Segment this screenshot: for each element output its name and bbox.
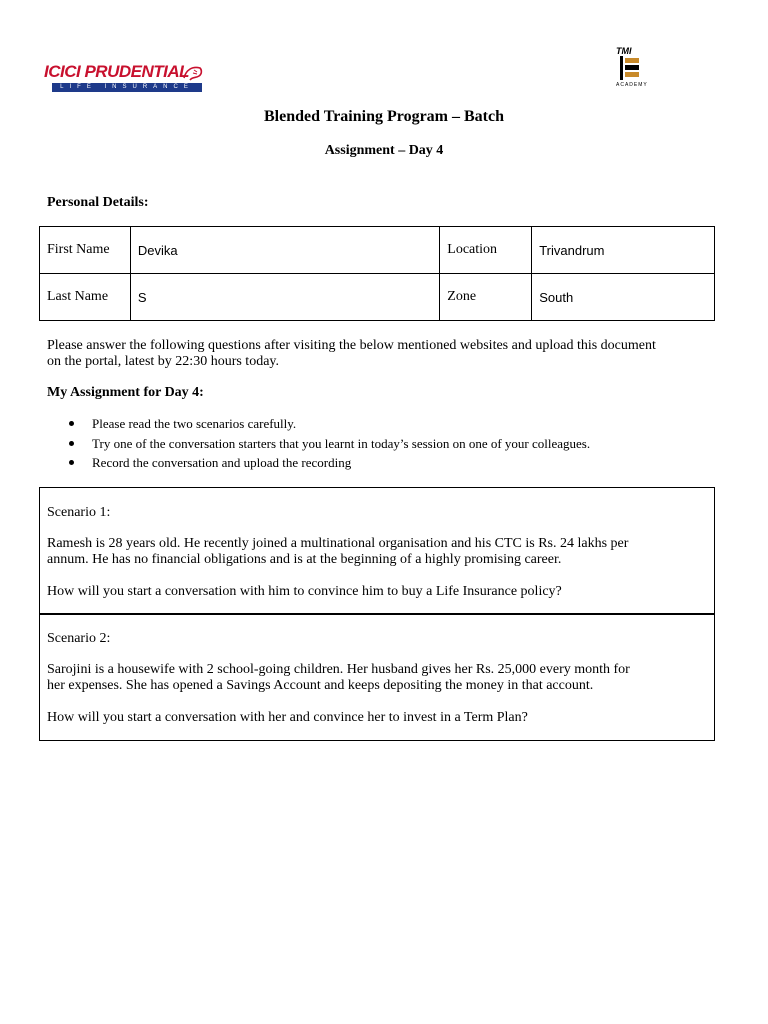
logo-brand-icici: ICICI [44, 62, 81, 81]
scenario-1-text [47, 536, 711, 568]
icici-prudential-logo [44, 62, 206, 96]
table-row [40, 227, 715, 274]
scenario-2-line-1: Sarojini is a housewife with 2 school-going children. Her husband gives her Rs. 25,000 every month for [47, 662, 630, 677]
logo-brand-prudential: PRUDENTIAL [84, 62, 190, 81]
bullet-dot-icon [69, 460, 74, 465]
bullet-text: Record the conversation and upload the recording [92, 455, 352, 470]
scenario-2-question: How will you start a conversation with her and convince her to invest in a Term Plan? [47, 710, 528, 725]
first-name-value: Devika [130, 227, 439, 274]
scenario-1-line-2: annum. He has no financial obligations and is at the beginning of a highly promising career. [47, 552, 562, 567]
list-item [47, 436, 590, 456]
personal-details-heading: Personal Details: [47, 195, 149, 210]
last-name-label: Last Name [40, 274, 131, 321]
logo-tmi-text: TMI [616, 46, 632, 56]
scenario-1-question: How will you start a conversation with him to convince him to buy a Life Insurance policy? [47, 584, 562, 599]
location-label: Location [440, 227, 532, 274]
scenario-2-text [47, 662, 711, 694]
bullet-dot-icon [69, 421, 74, 426]
page-title: Blended Training Program – Batch [263, 108, 504, 125]
bullet-dot-icon [69, 441, 74, 446]
logo-tagline: LIFE INSURANCE [52, 83, 202, 92]
personal-details-table [39, 226, 715, 321]
assignment-bullet-list [47, 416, 590, 475]
scenario-2-box [39, 613, 715, 741]
zone-value: South [532, 274, 715, 321]
location-value: Trivandrum [532, 227, 715, 274]
scenario-2-label: Scenario 2: [47, 631, 111, 646]
table-row [40, 274, 715, 321]
bullet-text: Try one of the conversation starters that you learnt in today’s session on one of your colleagues. [92, 435, 591, 451]
first-name-label: First Name [40, 227, 131, 274]
list-item [47, 455, 590, 475]
logo-brand-text [44, 62, 189, 82]
assignment-heading: My Assignment for Day 4: [47, 385, 204, 400]
logo-academy-text: ACADEMY [616, 82, 648, 88]
scenario-2-line-2: her expenses. She has opened a Savings Account and keeps depositing the money in that account. [47, 678, 594, 693]
tmi-academy-logo [612, 46, 648, 90]
last-name-value: S [130, 274, 439, 321]
instructions-line-2: on the portal, latest by 22:30 hours today. [47, 354, 279, 369]
tmi-mark-icon [618, 56, 644, 80]
scenario-1-label: Scenario 1: [47, 505, 111, 520]
list-item [47, 416, 590, 436]
bullet-text: Please read the two scenarios carefully. [92, 416, 297, 431]
page-subtitle: Assignment – Day 4 [324, 143, 444, 158]
lion-icon [182, 64, 204, 82]
instructions-line-1: Please answer the following questions after visiting the below mentioned websites and upload this document [47, 338, 656, 353]
scenario-1-box [39, 487, 715, 615]
zone-label: Zone [440, 274, 532, 321]
scenario-1-line-1: Ramesh is 28 years old. He recently joined a multinational organisation and his CTC is Rs. 24 lakhs per [47, 536, 629, 551]
instructions-paragraph [47, 338, 727, 370]
